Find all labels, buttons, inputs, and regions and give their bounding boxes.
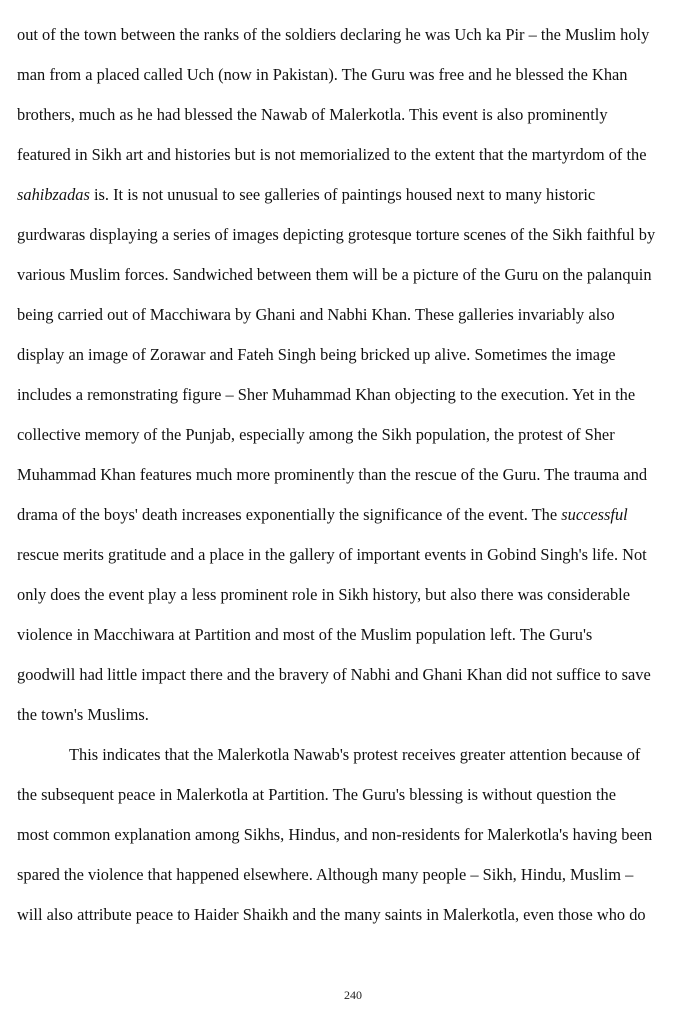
text-line <box>17 305 615 325</box>
text-span: Muhammad Khan features much more prominently than the rescue of the Guru. The trauma and <box>17 465 648 484</box>
text-span: the town's Muslims. <box>17 705 149 724</box>
text-span: This indicates that the Malerkotla Nawab's protest receives greater attention because of <box>69 745 641 764</box>
text-line <box>17 585 630 605</box>
text-span: violence in Macchiwara at Partition and most of the Muslim population left. The Guru's <box>17 625 593 644</box>
text-span: various Muslim forces. Sandwiched between them will be a picture of the Guru on the palanquin <box>17 265 652 284</box>
text-span: rescue merits gratitude and a place in the gallery of important events in Gobind Singh's life. Not <box>17 545 647 564</box>
text-line <box>17 705 149 725</box>
text-line <box>17 145 647 165</box>
text-line <box>17 65 628 85</box>
text-line <box>17 905 646 925</box>
text-span: will also attribute peace to Haider Shaikh and the many saints in Malerkotla, even those who do <box>17 905 646 924</box>
text-line <box>17 785 616 805</box>
text-line <box>17 665 651 685</box>
text-line <box>17 425 615 445</box>
text-span: spared the violence that happened elsewhere. Although many people – Sikh, Hindu, Muslim – <box>17 865 634 884</box>
text-line <box>17 865 633 885</box>
text-span: display an image of Zorawar and Fateh Singh being bricked up alive. Sometimes the image <box>17 345 616 364</box>
text-span: being carried out of Macchiwara by Ghani and Nabhi Khan. These galleries invariably also <box>17 305 615 324</box>
text-line <box>17 265 652 285</box>
text-span: featured in Sikh art and histories but is not memorialized to the extent that the martyrdom of the <box>17 145 647 164</box>
text-line <box>17 825 652 845</box>
text-line <box>17 385 635 405</box>
text-span: includes a remonstrating figure – Sher Muhammad Khan objecting to the execution. Yet in the <box>17 385 636 404</box>
text-span: is. It is not unusual to see galleries of paintings housed next to many historic <box>89 185 596 204</box>
text-line <box>17 465 647 485</box>
text-span: goodwill had little impact there and the bravery of Nabhi and Ghani Khan did not suffice to save <box>17 665 651 684</box>
page-number: 240 <box>344 988 362 1002</box>
text-line <box>69 745 640 765</box>
text-span: gurdwaras displaying a series of images depicting grotesque torture scenes of the Sikh faithful by <box>17 225 656 244</box>
text-span: the subsequent peace in Malerkotla at Partition. The Guru's blessing is without question the <box>17 785 616 804</box>
text-line <box>17 105 608 125</box>
text-line <box>17 505 628 525</box>
italic-text: sahibzadas <box>17 185 90 204</box>
italic-text: successful <box>561 505 628 524</box>
text-span: drama of the boys' death increases exponentially the significance of the event. The <box>17 505 562 524</box>
text-span: out of the town between the ranks of the soldiers declaring he was Uch ka Pir – the Muslim holy <box>17 25 650 44</box>
text-line <box>17 225 655 245</box>
text-line <box>17 625 592 645</box>
text-line <box>17 545 647 565</box>
text-line <box>17 25 649 45</box>
text-span: man from a placed called Uch (now in Pakistan). The Guru was free and he blessed the Khan <box>17 65 628 84</box>
text-span: only does the event play a less prominent role in Sikh history, but also there was considerable <box>17 585 630 604</box>
text-span: collective memory of the Punjab, especially among the Sikh population, the protest of Sher <box>17 425 615 444</box>
text-span: brothers, much as he had blessed the Nawab of Malerkotla. This event is also prominently <box>17 105 608 124</box>
text-span: most common explanation among Sikhs, Hindus, and non-residents for Malerkotla's having been <box>17 825 653 844</box>
text-line <box>17 185 595 205</box>
text-line <box>17 345 616 365</box>
